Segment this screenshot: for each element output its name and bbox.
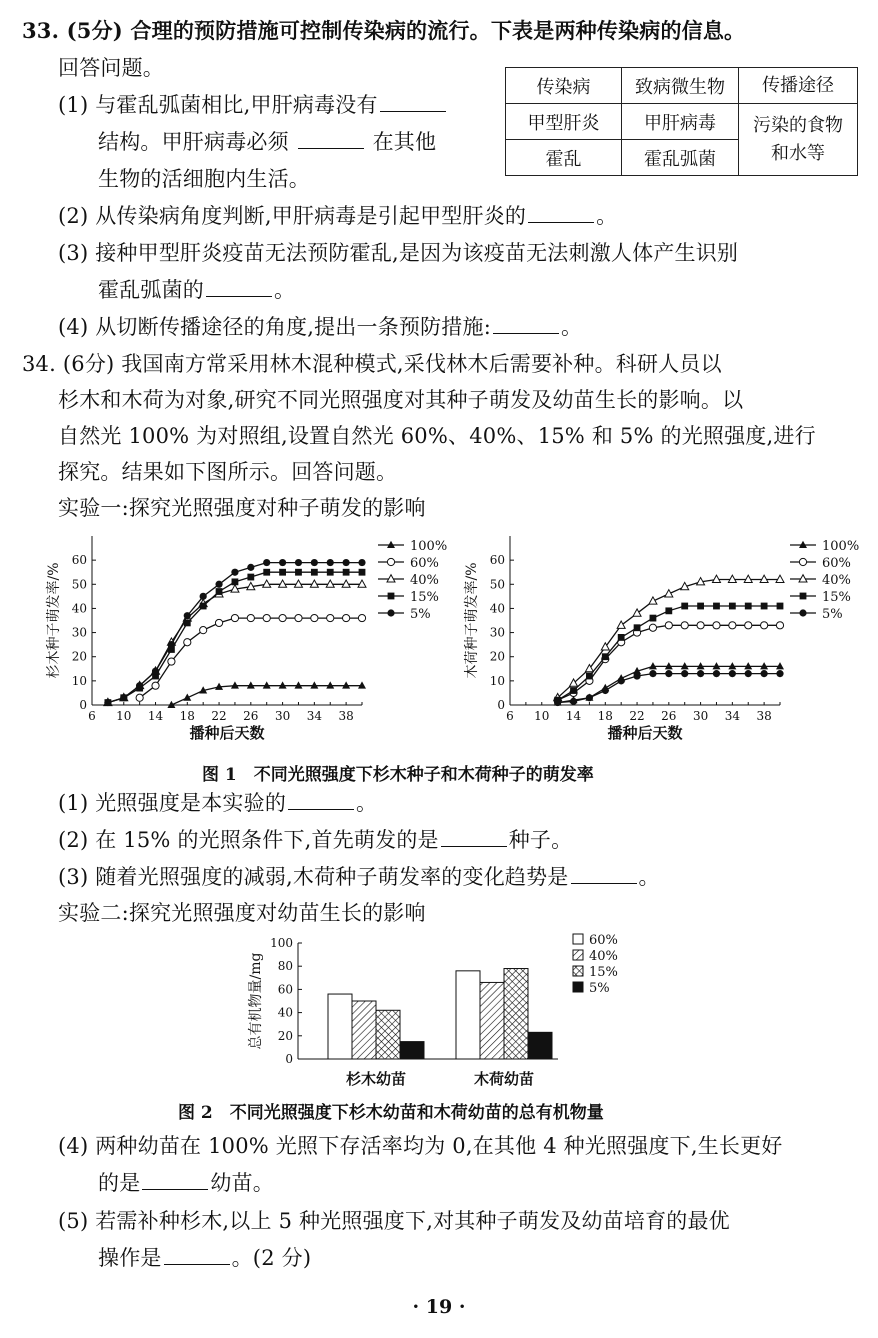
legend-label: 5% [589, 981, 610, 996]
data-point [633, 672, 640, 679]
answer-blank[interactable] [441, 828, 507, 847]
data-point [358, 580, 366, 587]
legend-swatch [573, 982, 583, 992]
data-point [343, 614, 350, 621]
data-point [215, 581, 222, 588]
bar [504, 969, 528, 1059]
data-point [586, 694, 593, 701]
data-point [602, 687, 609, 694]
x-tick-label: 18 [179, 709, 195, 723]
y-tick-label: 0 [285, 1052, 293, 1066]
table-cell: 甲肝病毒 [622, 104, 739, 140]
page-number: · 19 · [412, 1296, 466, 1318]
data-point [310, 580, 318, 587]
y-axis-label: 总有机物量/mg [248, 952, 264, 1050]
data-point [713, 603, 720, 610]
answer-blank[interactable] [380, 93, 446, 112]
data-point [713, 622, 720, 629]
q34-stem-line3: 自然光 100% 为对照组,设置自然光 60%、40%、15% 和 5% 的光照强度,进行 [58, 424, 816, 448]
data-point [247, 574, 254, 581]
data-point [279, 559, 286, 566]
x-tick-label: 38 [756, 709, 772, 723]
data-point [168, 658, 175, 665]
data-point [697, 603, 704, 610]
data-point [231, 569, 238, 576]
legend-label: 5% [822, 607, 843, 622]
category-label: 木荷幼苗 [473, 1070, 535, 1088]
experiment1-heading: 实验一:探究光照强度对种子萌发的影响 [58, 496, 426, 520]
data-point [634, 624, 641, 631]
data-point [104, 699, 111, 706]
x-tick-label: 22 [629, 709, 645, 723]
q34-sub5-line2: 操作是 。(2 分) [98, 1246, 312, 1270]
data-point [761, 622, 768, 629]
y-tick-label: 10 [71, 673, 87, 688]
legend-swatch [573, 966, 583, 976]
data-point [215, 619, 222, 626]
y-tick-label: 40 [489, 601, 505, 616]
data-point [311, 614, 318, 621]
table-header: 致病微生物 [622, 68, 739, 104]
data-point [388, 593, 395, 600]
data-point [310, 681, 318, 688]
data-point [200, 593, 207, 600]
data-point [263, 614, 270, 621]
legend-label: 40% [822, 573, 851, 588]
q34-sub2: (2) 在 15% 的光照条件下,首先萌发的是 种子。 [58, 828, 573, 852]
data-point [387, 609, 394, 616]
legend-label: 15% [822, 590, 851, 605]
data-point [247, 681, 255, 688]
bar [456, 971, 480, 1059]
data-point [294, 681, 302, 688]
data-point [649, 670, 656, 677]
x-tick-label: 22 [211, 709, 227, 723]
y-tick-label: 20 [489, 649, 505, 664]
data-point [602, 653, 609, 660]
q34-sub5-line1: (5) 若需补种杉木,以上 5 种光照强度下,对其种子萌发及幼苗培育的最优 [58, 1209, 730, 1233]
data-point [665, 622, 672, 629]
data-point [263, 559, 270, 566]
answer-blank[interactable] [528, 204, 594, 223]
table-header: 传染病 [506, 68, 622, 104]
data-point [650, 615, 657, 622]
bar [480, 982, 504, 1059]
x-tick-label: 6 [88, 709, 96, 723]
data-point [168, 641, 175, 648]
data-point [617, 621, 625, 628]
data-point [570, 687, 577, 694]
data-point [387, 558, 394, 565]
fig2-caption: 图 2 不同光照强度下杉木幼苗和木荷幼苗的总有机物量 [178, 1103, 604, 1123]
legend-label: 60% [589, 933, 618, 948]
data-point [184, 612, 191, 619]
data-point [681, 670, 688, 677]
legend-label: 100% [410, 539, 448, 554]
data-point [799, 609, 806, 616]
data-point [327, 569, 334, 576]
q33-stem-line2: 回答问题。 [58, 56, 164, 80]
data-point [697, 670, 704, 677]
data-point [343, 559, 350, 566]
y-tick-label: 30 [71, 625, 87, 640]
bar [352, 1001, 376, 1059]
data-point [665, 662, 673, 669]
y-tick-label: 50 [489, 577, 505, 592]
data-point [744, 662, 752, 669]
table-cell: 霍乱 [506, 140, 622, 176]
x-tick-label: 6 [506, 709, 514, 723]
fig2-bar-chart [240, 928, 670, 1090]
q33-sub3-line1: (3) 接种甲型肝炎疫苗无法预防霍乱,是因为该疫苗无法刺激人体产生识别 [58, 241, 739, 265]
data-point [776, 575, 784, 582]
legend-label: 15% [410, 590, 439, 605]
legend-swatch [573, 950, 583, 960]
answer-blank[interactable] [164, 1246, 230, 1265]
fig1-caption: 图 1 不同光照强度下杉木种子和木荷种子的萌发率 [202, 765, 594, 785]
data-point [729, 603, 736, 610]
answer-blank[interactable] [571, 865, 637, 884]
data-point [327, 559, 334, 566]
data-point [343, 569, 350, 576]
y-tick-label: 0 [79, 698, 87, 712]
legend-label: 15% [589, 965, 618, 980]
x-tick-label: 30 [274, 709, 291, 723]
x-tick-label: 14 [565, 709, 582, 723]
x-tick-label: 26 [661, 709, 677, 723]
y-tick-label: 40 [277, 1005, 293, 1020]
data-point [311, 559, 318, 566]
data-point [697, 662, 705, 669]
data-point [120, 694, 127, 701]
data-point [231, 614, 238, 621]
data-point [263, 681, 271, 688]
q34-stem-line2: 杉木和木荷为对象,研究不同光照强度对其种子萌发及幼苗生长的影响。以 [58, 388, 744, 412]
q33-sub1-line3: 生物的活细胞内生活。 [98, 167, 310, 191]
data-point [136, 682, 143, 689]
data-point [728, 662, 736, 669]
y-tick-label: 40 [71, 601, 87, 616]
q33-sub2: (2) 从传染病角度判断,甲肝病毒是引起甲型肝炎的 。 [58, 204, 618, 228]
y-tick-label: 30 [489, 625, 505, 640]
data-point [387, 575, 395, 582]
y-tick-label: 100 [270, 936, 293, 950]
legend-label: 5% [410, 607, 431, 622]
data-point [776, 670, 783, 677]
y-tick-label: 60 [277, 982, 293, 997]
data-point [713, 670, 720, 677]
data-point [152, 682, 159, 689]
legend-label: 40% [410, 573, 439, 588]
data-point [342, 681, 350, 688]
data-point [570, 698, 577, 705]
data-point [295, 614, 302, 621]
q34-sub4-line1: (4) 两种幼苗在 100% 光照下存活率均为 0,在其他 4 种光照强度下,生长更好 [58, 1134, 783, 1158]
q34-sub4-line2: 的是 幼苗。 [98, 1171, 275, 1195]
x-tick-label: 10 [534, 709, 550, 723]
data-point [760, 662, 768, 669]
data-point [681, 662, 689, 669]
data-point [618, 677, 625, 684]
data-point [327, 614, 334, 621]
x-tick-label: 38 [338, 709, 354, 723]
data-point [342, 580, 350, 587]
data-point [263, 569, 270, 576]
table-header: 传播途径 [739, 68, 858, 104]
y-tick-label: 20 [277, 1028, 293, 1043]
data-point [358, 614, 365, 621]
category-label: 杉木幼苗 [345, 1070, 407, 1088]
x-tick-label: 30 [692, 709, 709, 723]
data-point [745, 670, 752, 677]
data-point [744, 575, 752, 582]
table-cell-route: 污染的食物 和水等 [739, 104, 858, 176]
data-point [359, 569, 366, 576]
series-line [558, 606, 780, 700]
data-point [681, 603, 688, 610]
legend-label: 60% [410, 556, 439, 571]
data-point [247, 614, 254, 621]
data-point [231, 681, 239, 688]
bar [376, 1010, 400, 1059]
data-point [649, 662, 657, 669]
data-point [295, 569, 302, 576]
data-point [216, 588, 223, 595]
table-cell: 甲型肝炎 [506, 104, 622, 140]
disease-info-table [505, 67, 858, 176]
y-tick-label: 80 [277, 959, 293, 974]
y-tick-label: 60 [71, 553, 87, 568]
data-point [776, 622, 783, 629]
data-point [279, 569, 286, 576]
data-point [358, 681, 366, 688]
q34-stem-line1: 34. (6分) 我国南方常采用林木混种模式,采伐林木后需要补种。科研人员以 [22, 352, 722, 376]
x-axis-label: 播种后天数 [189, 724, 265, 742]
bar [400, 1042, 424, 1059]
data-point [799, 558, 806, 565]
y-tick-label: 20 [71, 649, 87, 664]
legend-swatch [573, 934, 583, 944]
x-tick-label: 18 [597, 709, 613, 723]
data-point [776, 662, 784, 669]
data-point [799, 575, 807, 582]
data-point [184, 639, 191, 646]
data-point [649, 624, 656, 631]
legend-label: 60% [822, 556, 851, 571]
data-point [799, 541, 807, 548]
q33-sub4: (4) 从切断传播途径的角度,提出一条预防措施: 。 [58, 315, 583, 339]
data-point [152, 668, 159, 675]
q34-sub1: (1) 光照强度是本实验的 。 [58, 791, 378, 815]
q34-stem-line4: 探究。结果如下图所示。回答问题。 [58, 460, 398, 484]
x-tick-label: 10 [116, 709, 132, 723]
data-point [200, 603, 207, 610]
data-point [326, 580, 334, 587]
fig1-right-chart [460, 528, 870, 756]
answer-blank[interactable] [206, 278, 272, 297]
data-point [279, 580, 287, 587]
fig1-left-chart [40, 528, 448, 756]
data-point [263, 580, 271, 587]
x-tick-label: 26 [243, 709, 259, 723]
y-axis-label: 木荷种子萌发率/% [464, 562, 480, 679]
data-point [232, 578, 239, 585]
q33-stem-line1: 33. (5分) 合理的预防措施可控制传染病的流行。下表是两种传染病的信息。 [22, 18, 746, 43]
data-point [697, 622, 704, 629]
data-point [554, 699, 561, 706]
data-point [729, 670, 736, 677]
y-axis-label: 杉木种子萌发率/% [46, 562, 62, 679]
data-point [295, 559, 302, 566]
y-tick-label: 60 [489, 553, 505, 568]
q33-sub1-line1: (1) 与霍乱弧菌相比,甲肝病毒没有 [58, 92, 448, 118]
table-cell: 霍乱弧菌 [622, 140, 739, 176]
bar [328, 994, 352, 1059]
data-point [777, 603, 784, 610]
data-point [279, 614, 286, 621]
data-point [712, 575, 720, 582]
data-point [712, 662, 720, 669]
data-point [136, 694, 143, 701]
data-point [760, 575, 768, 582]
y-tick-label: 10 [489, 673, 505, 688]
y-tick-label: 50 [71, 577, 87, 592]
data-point [745, 603, 752, 610]
data-point [745, 622, 752, 629]
q34-sub3: (3) 随着光照强度的减弱,木荷种子萌发率的变化趋势是 。 [58, 865, 660, 889]
data-point [761, 670, 768, 677]
x-tick-label: 34 [724, 709, 740, 723]
data-point [618, 634, 625, 641]
answer-blank[interactable] [142, 1171, 208, 1190]
data-point [729, 622, 736, 629]
legend-label: 40% [589, 949, 618, 964]
data-point [294, 580, 302, 587]
answer-blank[interactable] [298, 130, 364, 149]
data-point [800, 593, 807, 600]
x-axis-label: 播种后天数 [607, 724, 683, 742]
data-point [387, 541, 395, 548]
bar [528, 1032, 552, 1059]
x-tick-label: 14 [147, 709, 164, 723]
data-point [728, 575, 736, 582]
y-tick-label: 0 [497, 698, 505, 712]
x-tick-label: 34 [306, 709, 322, 723]
data-point [586, 673, 593, 680]
data-point [311, 569, 318, 576]
data-point [200, 627, 207, 634]
data-point [247, 564, 254, 571]
legend-label: 100% [822, 539, 860, 554]
data-point [681, 622, 688, 629]
data-point [665, 607, 672, 614]
data-point [326, 681, 334, 688]
data-point [633, 609, 641, 616]
data-point [761, 603, 768, 610]
data-point [665, 670, 672, 677]
answer-blank[interactable] [288, 791, 354, 810]
data-point [279, 681, 287, 688]
data-point [358, 559, 365, 566]
q33-sub3-line2: 霍乱弧菌的 。 [98, 278, 296, 302]
answer-blank[interactable] [493, 315, 559, 334]
q33-sub1-line2: 结构。甲肝病毒必须 在其他 [98, 130, 437, 154]
experiment2-heading: 实验二:探究光照强度对幼苗生长的影响 [58, 901, 426, 925]
